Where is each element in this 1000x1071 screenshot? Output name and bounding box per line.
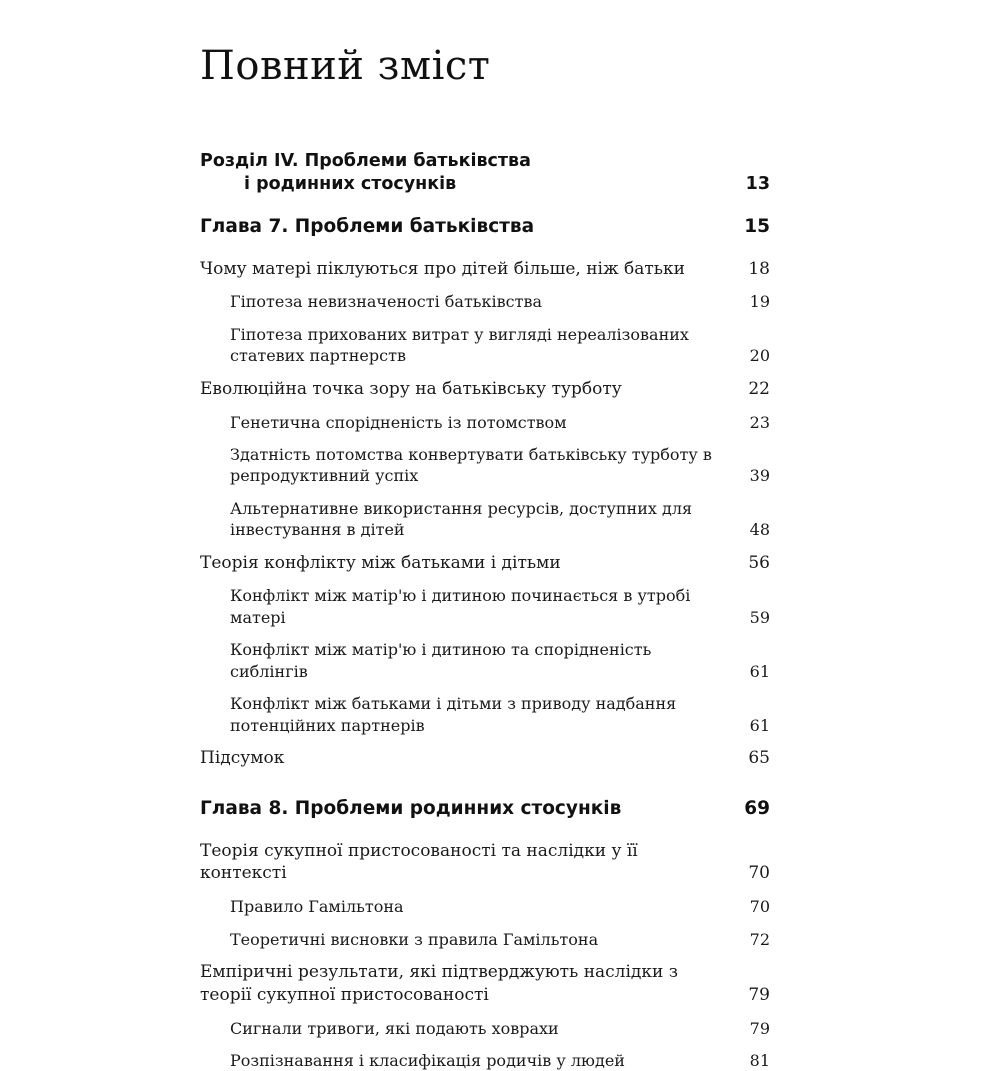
toc-entry[interactable] <box>200 258 770 281</box>
toc-entry-page-number: 23 <box>749 412 770 432</box>
toc-entry-label: Генетична спорідненість із потомством <box>230 412 567 432</box>
toc-entry-page-number: 70 <box>748 863 770 884</box>
toc-spacer <box>200 833 770 840</box>
toc-entry-label: Конфлікт між матір'ю і дитиною починається в утробі матері <box>230 586 691 627</box>
toc-entry-label: Гіпотеза прихованих витрат у вигляді нереалізованих статевих партнерств <box>230 324 689 366</box>
toc-entry-page-number: 48 <box>749 520 770 540</box>
toc-entry-page-number: 72 <box>749 929 770 949</box>
toc-entry-page-number: 13 <box>745 174 770 195</box>
toc-entry[interactable] <box>200 896 770 917</box>
toc-entry[interactable] <box>200 929 770 950</box>
toc-entry-label: Конфлікт між батьками і дітьми з приводу надбання потенційних партнерів <box>230 694 677 735</box>
toc-entry[interactable] <box>200 747 770 770</box>
toc-entry-page-number: 22 <box>748 378 770 399</box>
toc-entry-page-number: 81 <box>749 1051 770 1070</box>
toc-entry-label: Розпізнавання і класифікація родичів у людей <box>230 1051 625 1070</box>
toc-entry-page-number: 70 <box>749 897 770 917</box>
toc-entry-page-number: 61 <box>749 715 770 735</box>
toc-entry[interactable] <box>200 444 770 487</box>
toc-entry[interactable] <box>200 552 770 575</box>
toc-entry-label: Глава 8. Проблеми родинних стосунків <box>200 797 622 819</box>
toc-entry-label: Конфлікт між матір'ю і дитиною та спорідненість сиблінгів <box>230 640 652 681</box>
toc-entry[interactable] <box>200 412 770 433</box>
toc-entry-label: Чому матері піклуються про дітей більше, ніж батьки <box>200 258 686 279</box>
toc-entry-label: Теоретичні висновки з правила Гамільтона <box>230 929 599 949</box>
toc-entry-page-number: 65 <box>748 748 770 769</box>
toc-entry[interactable] <box>200 498 770 541</box>
toc-entry-label: Гіпотеза невизначеності батьківства <box>230 292 542 312</box>
toc-entry-label: Підсумок <box>200 748 285 769</box>
toc-entry[interactable] <box>200 378 770 401</box>
toc-entry-page-number: 18 <box>748 258 770 279</box>
toc-entry-label: Глава 7. Проблеми батьківства <box>200 215 535 237</box>
toc-entry[interactable] <box>200 150 770 197</box>
toc-entry-page-number: 39 <box>749 466 770 486</box>
toc-spacer <box>200 781 770 797</box>
toc-entry-label: Еволюційна точка зору на батьківську турботу <box>200 378 622 399</box>
toc-entry-page-number: 19 <box>749 292 770 312</box>
toc-entry-label: Здатність потомства конвертувати батьківську турботу в репродуктивний успіх <box>230 444 712 486</box>
toc-entry-page-number: 69 <box>744 797 770 819</box>
toc-spacer <box>200 208 770 215</box>
toc-entry-label-line2: і родинних стосунків <box>244 174 457 195</box>
toc-entry[interactable] <box>200 215 770 240</box>
toc-entry-page-number: 20 <box>749 346 770 366</box>
toc-entry-label: Правило Гамільтона <box>230 897 404 917</box>
toc-entry-label: Теорія конфлікту між батьками і дітьми <box>200 552 561 573</box>
toc-entry[interactable] <box>200 693 770 736</box>
toc-entry[interactable] <box>200 639 770 682</box>
toc-entry-label: Емпіричні результати, які підтверджують наслідки з теорії сукупної пристосованості <box>200 962 679 1005</box>
toc-entry-label: Теорія сукупної пристосованості та наслідки у її контексті <box>200 840 638 884</box>
toc-entry[interactable] <box>200 840 770 886</box>
table-of-contents <box>200 150 770 1071</box>
toc-entry[interactable] <box>200 324 770 367</box>
toc-entry[interactable] <box>200 585 770 628</box>
toc-spacer <box>200 251 770 258</box>
page-title: Повний зміст <box>200 43 491 89</box>
toc-entry[interactable] <box>200 797 770 822</box>
toc-entry-label: Альтернативне використання ресурсів, доступних для інвестування в дітей <box>230 498 693 540</box>
toc-entry[interactable] <box>200 1050 770 1071</box>
toc-entry-page-number: 15 <box>744 215 770 237</box>
toc-entry-page-number: 56 <box>748 552 770 573</box>
toc-entry-label: Сигнали тривоги, які подають ховрахи <box>230 1018 559 1038</box>
toc-entry[interactable] <box>200 1018 770 1039</box>
toc-entry-page-number: 61 <box>749 661 770 681</box>
toc-entry[interactable] <box>200 291 770 312</box>
toc-entry-page-number: 59 <box>749 607 770 627</box>
toc-entry-page-number: 79 <box>748 984 770 1005</box>
toc-entry-page-number: 79 <box>749 1018 770 1038</box>
toc-entry-label: Розділ IV. Проблеми батьківства і родинних стосунків <box>200 150 728 197</box>
